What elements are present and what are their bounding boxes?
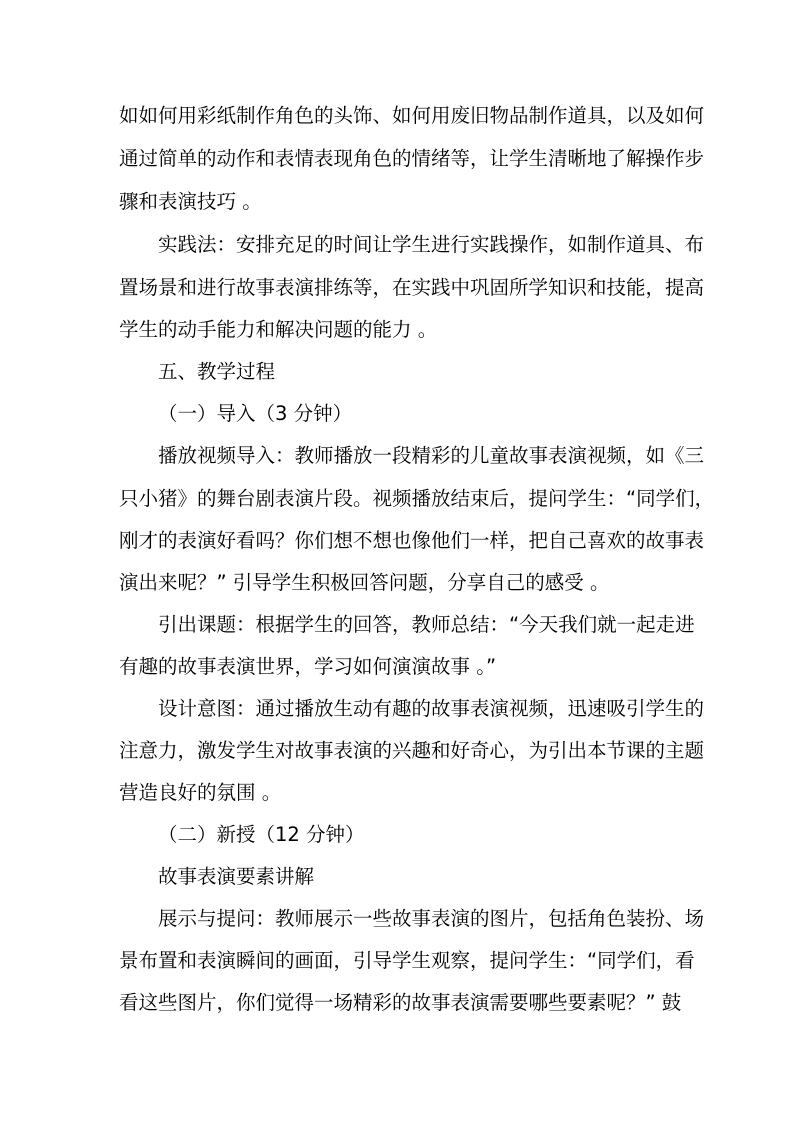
text-line: 注意力，激发学生对故事表演的兴趣和好奇心，为引出本节课的主题: [119, 739, 705, 762]
subsection-heading: （二）新授（12 分钟）: [158, 823, 365, 846]
text-line: 演出来呢？” 引导学生积极回答问题，分享自己的感受 。: [119, 571, 610, 594]
text-line: 学生的动手能力和解决问题的能力 。: [119, 318, 438, 341]
text-line: 引出课题：根据学生的回答，教师总结：“今天我们就一起走进: [158, 613, 695, 636]
text-line: 景布置和表演瞬间的画面，引导学生观察，提问学生：“同学们，看: [119, 949, 695, 972]
text-line: 刚才的表演好看吗？你们想不想也像他们一样，把自己喜欢的故事表: [119, 529, 705, 552]
text-line: 只小猪》的舞台剧表演片段。视频播放结束后，提问学生：“同学们，: [119, 487, 715, 510]
text-line: 通过简单的动作和表情表现角色的情绪等，让学生清晰地了解操作步: [119, 147, 705, 170]
section-heading: 五、教学过程: [158, 360, 276, 383]
text-line: 设计意图：通过播放生动有趣的故事表演视频，迅速吸引学生的: [158, 697, 705, 720]
text-line: 实践法：安排充足的时间让学生进行实践操作，如制作道具、布: [158, 233, 705, 256]
text-line: 营造良好的氛围 。: [119, 781, 282, 804]
text-line: 展示与提问：教师展示一些故事表演的图片，包括角色装扮、场: [158, 907, 705, 930]
text-line: 看这些图片，你们觉得一场精彩的故事表演需要哪些要素呢？” 鼓: [119, 991, 682, 1014]
text-line: 骤和表演技巧 。: [119, 190, 262, 213]
text-line: 如如何用彩纸制作角色的头饰、如何用废旧物品制作道具，以及如何: [119, 104, 705, 127]
text-line: 播放视频导入：教师播放一段精彩的儿童故事表演视频，如《三: [158, 444, 705, 467]
subsection-heading: （一）导入（3 分钟）: [158, 402, 353, 425]
topic-heading: 故事表演要素讲解: [158, 865, 315, 888]
text-line: 有趣的故事表演世界，学习如何演演故事 。”: [119, 655, 497, 678]
text-line: 置场景和进行故事表演排练等，在实践中巩固所学知识和技能，提高: [119, 276, 705, 299]
